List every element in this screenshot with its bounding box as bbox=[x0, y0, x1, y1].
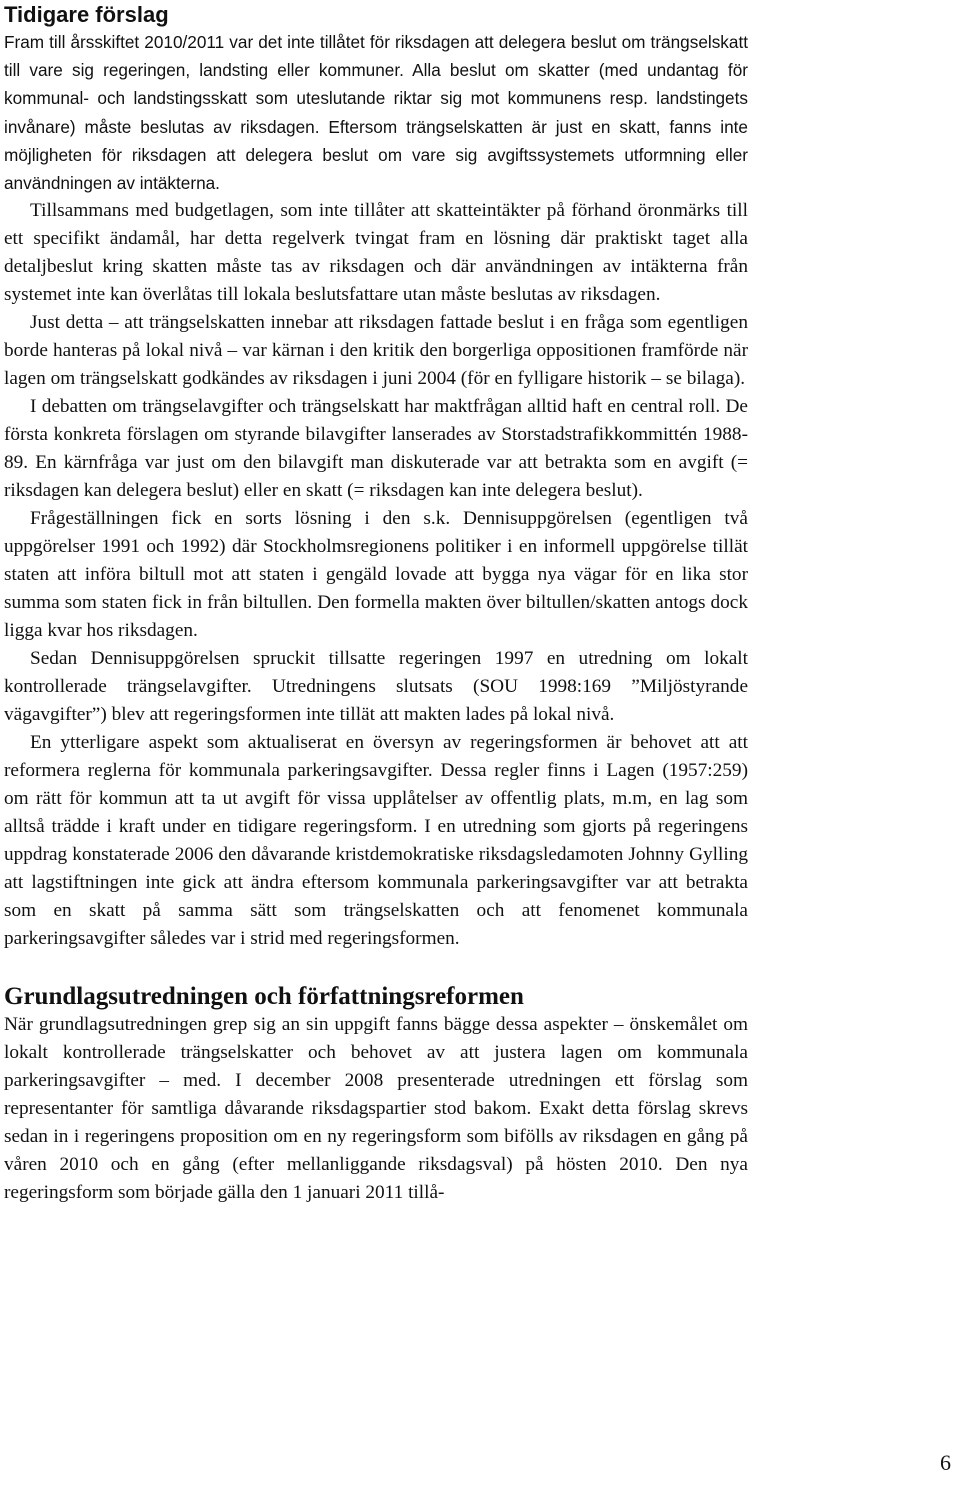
paragraph-5: Frågeställningen fick en sorts lösning i den s.k. Dennisuppgörelsen (egentligen två uppgörelser 1991 och 1992) där Stockholmsregionens politiker i en informell uppgörelse tillät staten att införa biltull mot att staten i gengäld lovade att bygga nya vägar för en lika stor summa som staten fick in från biltullen. Den formella makten över biltullen/skatten antogs dock ligga kvar hos riksdagen. bbox=[4, 508, 748, 642]
paragraph-3: Just detta – att trängselskatten innebar att riksdagen fattade beslut i en fråga som egentligen borde hanteras på lokal nivå – var kärnan i den kritik den borgerliga oppositionen framförde när lagen om trängselskatt godkändes av riksdagen i juni 2004 (för en fylligare historik – se bilaga). bbox=[4, 312, 748, 390]
paragraph-7: En ytterligare aspekt som aktualiserat en översyn av regeringsformen är behovet att att reformera reglerna för kommunala parkeringsavgifter. Dessa regler finns i Lagen (1957:259) om rätt för kommun att ta ut avgift för vissa upplåtelser av offentlig plats, m.m, en lag som alltså trädde i kraft under en tidigare regeringsform. I en utredning som gjorts på regeringens uppdrag konstaterade 2006 den dåvarande kristdemokratiske riksdagsledamoten Johnny Gylling att lagstiftningen inte gick att ändra eftersom kommunala parkeringsavgifter var att betrakta som en skatt på samma sätt som trängselskatten och att fenomenet kommunala parkeringsavgifter således var i strid med regeringsformen. bbox=[4, 732, 748, 950]
paragraph-2: Tillsammans med budgetlagen, som inte tillåter att skatteintäkter på förhand öronmärks till ett specifikt ändamål, har detta regelverk tvingat fram en lösning där praktiskt taget alla detaljbeslut kring skatten måste tas av riksdagen och där användningen av intäkterna från systemet inte kan överlåtas till lokala beslutsfattare utan måste beslutas av riksdagen. bbox=[4, 200, 748, 306]
paragraph-6: Sedan Dennisuppgörelsen spruckit tillsatte regeringen 1997 en utredning om lokalt kontrollerade trängselavgifter. Utredningens slutsats (SOU 1998:169 ”Miljöstyrande vägavgifter”) blev att regeringsformen inte tillät att makten lades på lokal nivå. bbox=[4, 648, 748, 726]
document-page bbox=[4, 0, 748, 1207]
page-number: 6 bbox=[940, 1450, 951, 1475]
section-heading-tidigare-forslag: Tidigare förslag bbox=[4, 2, 169, 27]
section-heading-grundlagsutredningen: Grundlagsutredningen och författningsreformen bbox=[4, 983, 524, 1011]
paragraph-4: I debatten om trängselavgifter och trängselskatt har maktfrågan alltid haft en central roll. De första konkreta förslagen om styrande bilavgifter lanserades av Storstadstrafikkommittén 1988-89. En kärnfråga var just om den bilavgift man diskuterade var att betrakta som en avgift (= riksdagen kan delegera beslut) eller en skatt (= riksdagen kan inte delegera beslut). bbox=[4, 396, 748, 502]
paragraph-1: Fram till årsskiftet 2010/2011 var det inte tillåtet för riksdagen att delegera beslut om trängselskatt till vare sig regeringen, landsting eller kommuner. Alla beslut om skatter (med undantag för kommunal- och landstingsskatt som uteslutande riktar sig mot kommunens resp. landstingets invånare) måste beslutas av riksdagen. Eftersom trängselskatten är just en skatt, fanns inte möjligheten för riksdagen att delegera beslut om vare sig avgiftssystemets utformning eller användningen av intäkterna. bbox=[4, 32, 748, 194]
paragraph-8: När grundlagsutredningen grep sig an sin uppgift fanns bägge dessa aspekter – önskemålet om lokalt kontrollerade trängselskatter och behovet av att justera lagen om kommunala parkeringsavgifter – med. I december 2008 presenterade utredningen ett förslag som representanter för samtliga dåvarande riksdagspartier stod bakom. Exakt detta förslag skrevs sedan in i regeringens proposition om en ny regeringsform som bifölls av riksdagen en gång på våren 2010 och en gång (efter mellanliggande riksdagsval) på hösten 2010. Den nya regeringsform som började gälla den 1 januari 2011 tillå- bbox=[4, 1014, 748, 1204]
